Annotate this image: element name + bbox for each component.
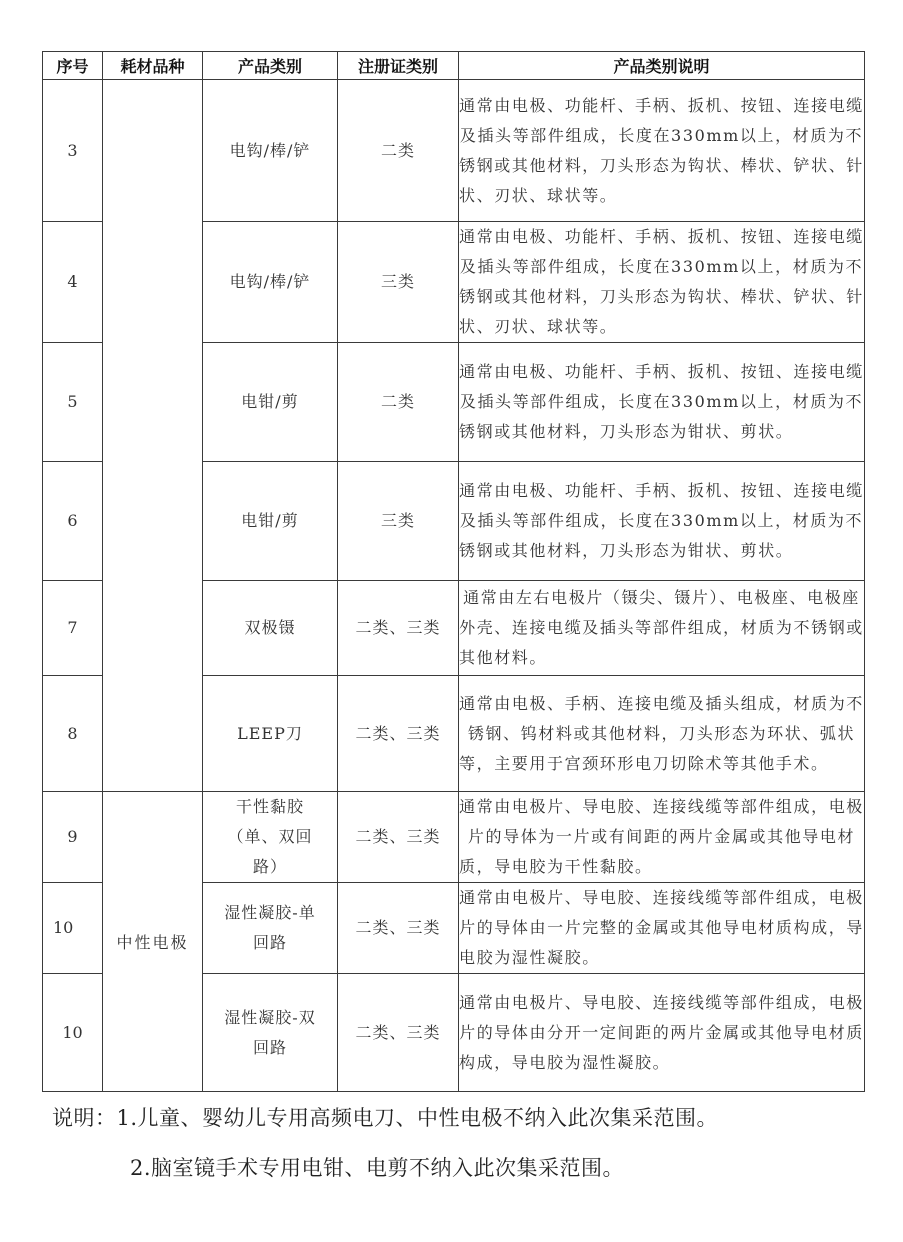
description-cell: 通常由电极、功能杆、手柄、扳机、按钮、连接电缆及插头等部件组成，长度在330mm以上，材质为不锈钢或其他材料，刀头形态为钩状、棒状、铲状、针状、刃状、球状等。	[459, 80, 865, 222]
footnote-1	[52, 1098, 718, 1148]
description-cell: 通常由电极片、导电胶、连接线缆等部件组成，电极片的导体由分开一定间距的两片金属或其他导电材质构成，导电胶为湿性凝胶。	[459, 974, 865, 1092]
seq-cell: 6	[43, 462, 103, 581]
header-material: 耗材品种	[103, 52, 203, 80]
description-cell: 通常由电极片、导电胶、连接线缆等部件组成，电极片的导体由一片完整的金属或其他导电材质构成，导电胶为湿性凝胶。	[459, 883, 865, 974]
category-cell: 电钩/棒/铲	[203, 222, 338, 343]
table-row	[43, 80, 865, 222]
category-cell: 湿性凝胶-双回路	[203, 974, 338, 1092]
footnote-label: 说明：	[52, 1106, 117, 1130]
registration-cell: 二类	[338, 343, 459, 462]
footnote-2	[52, 1148, 718, 1198]
registration-cell: 二类、三类	[338, 676, 459, 792]
footnote-item: 2.脑室镜手术专用电钳、电剪不纳入此次集采范围。	[130, 1156, 625, 1180]
description-cell: 通常由电极、功能杆、手柄、扳机、按钮、连接电缆及插头等部件组成，长度在330mm以上，材质为不锈钢或其他材料，刀头形态为钩状、棒状、铲状、针状、刃状、球状等。	[459, 222, 865, 343]
registration-cell: 二类、三类	[338, 792, 459, 883]
seq-cell: 10	[43, 974, 103, 1092]
seq-cell: 9	[43, 792, 103, 883]
description-cell: 通常由电极、功能杆、手柄、扳机、按钮、连接电缆及插头等部件组成，长度在330mm以上，材质为不锈钢或其他材料，刀头形态为钳状、剪状。	[459, 343, 865, 462]
description-cell: 通常由电极、功能杆、手柄、扳机、按钮、连接电缆及插头等部件组成，长度在330mm以上，材质为不锈钢或其他材料，刀头形态为钳状、剪状。	[459, 462, 865, 581]
header-category: 产品类别	[203, 52, 338, 80]
seq-cell: 8	[43, 676, 103, 792]
category-cell: 电钩/棒/铲	[203, 80, 338, 222]
description-cell: 通常由左右电极片（镊尖、镊片）、电极座、电极座外壳、连接电缆及插头等部件组成，材质为不锈钢或其他材料。	[459, 581, 865, 676]
registration-cell: 二类、三类	[338, 581, 459, 676]
description-cell: 通常由电极片、导电胶、连接线缆等部件组成，电极片的导体为一片或有间距的两片金属或其他导电材质，导电胶为干性黏胶。	[459, 792, 865, 883]
seq-cell: 7	[43, 581, 103, 676]
product-category-table	[42, 51, 865, 1092]
material-cell-group-1	[103, 80, 203, 792]
registration-cell: 三类	[338, 222, 459, 343]
category-cell: 电钳/剪	[203, 343, 338, 462]
registration-cell: 三类	[338, 462, 459, 581]
header-registration: 注册证类别	[338, 52, 459, 80]
footnote-item: 1.儿童、婴幼儿专用高频电刀、中性电极不纳入此次集采范围。	[116, 1106, 719, 1130]
table-header-row	[43, 52, 865, 80]
category-cell: 电钳/剪	[203, 462, 338, 581]
registration-cell: 二类、三类	[338, 883, 459, 974]
header-seq: 序号	[43, 52, 103, 80]
material-cell-group-2: 中性电极	[103, 792, 203, 1092]
footnotes	[52, 1098, 718, 1198]
registration-cell: 二类、三类	[338, 974, 459, 1092]
category-cell: 干性黏胶（单、双回路）	[203, 792, 338, 883]
category-cell: LEEP刀	[203, 676, 338, 792]
header-description: 产品类别说明	[459, 52, 865, 80]
seq-cell: 5	[43, 343, 103, 462]
description-cell: 通常由电极、手柄、连接电缆及插头组成，材质为不锈钢、钨材料或其他材料，刀头形态为环状、弧状等，主要用于宫颈环形电刀切除术等其他手术。	[459, 676, 865, 792]
registration-cell: 二类	[338, 80, 459, 222]
seq-cell: 10	[43, 883, 103, 974]
seq-cell: 4	[43, 222, 103, 343]
seq-cell: 3	[43, 80, 103, 222]
category-cell: 湿性凝胶-单回路	[203, 883, 338, 974]
table-row	[43, 792, 865, 883]
category-cell: 双极镊	[203, 581, 338, 676]
